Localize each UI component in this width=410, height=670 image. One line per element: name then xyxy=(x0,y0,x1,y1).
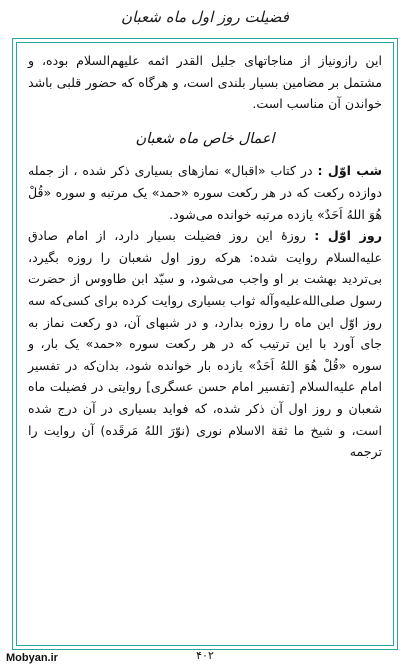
body-text xyxy=(28,50,382,463)
night-one-lead: شب اوّل : xyxy=(317,163,383,179)
night-one-text: در کتاب «اقبال» نمازهای بسیاری ذکر شده ، از جمله دوازده رکعت که در هر رکعت سوره «حمد» یک مرتبه و سوره «قُلْ هُوَ اللهُ اَحَدٌ» یازده مرتبه خوانده می‌شود. xyxy=(28,163,382,222)
page-header-title: فضیلت روز اول ماه شعبان xyxy=(121,8,289,26)
night-one-paragraph xyxy=(28,160,382,225)
day-one-paragraph xyxy=(28,225,382,463)
section-heading: اعمال خاص ماه شعبان xyxy=(135,130,275,147)
day-one-lead: روز اوّل : xyxy=(314,228,382,244)
page-number: ۴۰۲ xyxy=(196,649,214,662)
intro-paragraph: این رازونیاز از مناجاتهای جلیل القدر ائمه علیهم‌السلام بوده، و مشتمل بر مضامین بسیار بلندی است، و هرگاه که حضور قلبی باشد خواندن آن مناسب است. xyxy=(28,53,382,112)
site-watermark: Mobyan.ir xyxy=(6,652,58,664)
day-one-text: روزهٔ این روز فضیلت بسیار دارد، از امام صادق علیه‌السلام روایت شده: هرکه روز اول شعبان را روزه بگیرد، بی‌تردید بهشت بر او واجب می‌شود، و سیّد ابن طاووس از حضرت رسول صلی‌الله‌علیه‌وآله ثواب بسیاری روایت کرده برای کسی‌که سه روز اوّل این ماه را روزه بدارد، و در شبهای آن، دو رکعت نماز به جای آورد با این ترتیب که در هر رکعت سوره «حمد» یک بار، و سوره «قُلْ هُوَ اللهُ اَحَدٌ» یازده بار خوانده شود، بدان‌که در تفسیر امام علیه‌السلام [تفسیر امام حسن عسگری] روایتی در فضیلت ماه شعبان و روز اول آن ذکر شده، که فواید بسیاری در آن درج شده است، و شیخ ما ثقة الاسلام نوری (نوّرَ اللهُ مَرقَده) آن روایت را ترجمه xyxy=(28,228,382,460)
